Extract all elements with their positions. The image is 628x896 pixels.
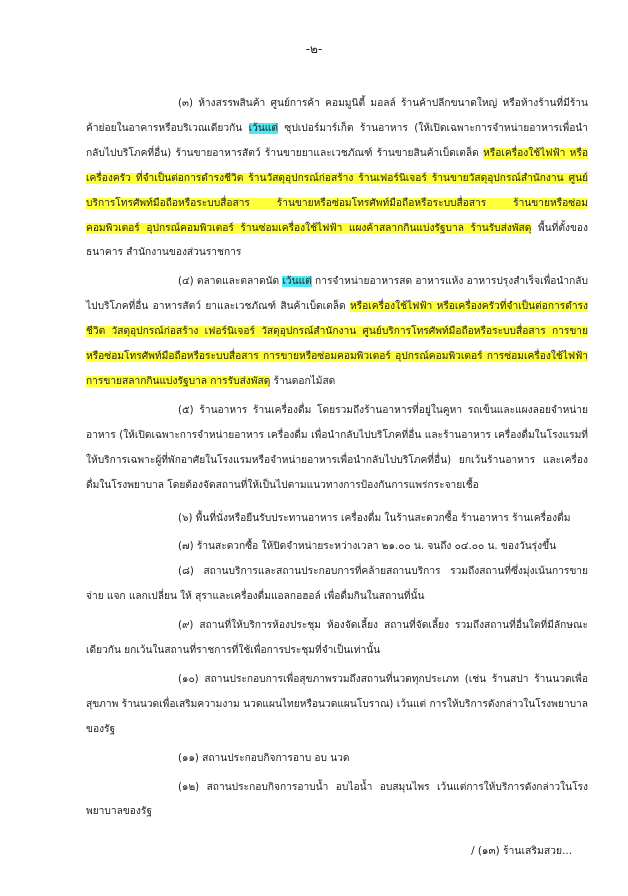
item-4-except-highlight: เว้นแต่ [282,276,312,288]
item-4-text-e: ร้านดอกไม้สด [270,375,336,387]
paragraph-item-6: (๖) พื้นที่นั่งหรือยืนรับประทานอาหาร เครื่องดื่ม ในร้านสะดวกซื้อ ร้านอาหาร ร้านเครื่องดื่ม [178,512,571,524]
paragraph-item-9: (๙) สถานที่ให้บริการห้องประชุม ห้องจัดเลี้ยง สถานที่จัดเลี้ยง รวมถึงสถานที่อื่นใดที่มีลักษณะเดียวกัน ยกเว้นในสถานที่ราชการที่ใช้เพื่อการประชุมที่จำเป็นเท่านั้น [86,620,588,657]
item-3-yellow-highlight: หรือเครื่องใช้ไฟฟ้า หรือเครื่องครัว ที่จำเป็นต่อการดำรงชีวิต ร้านวัสดุอุปกรณ์ก่อสร้าง ร้านเฟอร์นิเจอร์ ร้านขายวัสดุอุปกรณ์สำนักงาน ศูนย์บริการโทรศัพท์มือถือหรือระบบสื่อสาร ร้านขายหรือซ่อมโทรศัพท์มือถือหรือระบบสื่อสาร ร้านขายหรือซ่อมคอมพิวเตอร์ อุปกรณ์คอมพิวเตอร์ ร้านซ่อมเครื่องใช้ไฟฟ้า แผงค้าสลากกินแบ่งรัฐบาล ร้านรับส่งพัสดุ [86,147,588,234]
paragraph-item-4 [86,270,588,395]
paragraph-item-5: (๕) ร้านอาหาร ร้านเครื่องดื่ม โดยรวมถึงร้านอาหารที่อยู่ในคูหา รถเข็นและแผงลอยจำหน่ายอาหาร (ให้เปิดเฉพาะการจำหน่ายอาหาร เครื่องดื่ม เพื่อนำกลับไปบริโภคที่อื่น และร้านอาหาร เครื่องดื่มในโรงแรมที่ให้บริการเฉพาะผู้ที่พักอาศัยในโรงแรมหรือจำหน่ายอาหารเพื่อนำกลับไปบริโภคที่อื่น) ยกเว้นร้านอาหาร และเครื่องดื่มในโรงพยาบาล โดยต้องจัดสถานที่ให้เป็นไปตามแนวทางการป้องกันการแพร่กระจายเชื้อ [86,404,588,491]
item-3-except-highlight: เว้นแต่ [248,122,278,134]
paragraph-item-12: (๑๒) สถานประกอบกิจการอาบน้ำ อบไอน้ำ อบสมุนไพร เว้นแต่การให้บริการดังกล่าวในโรงพยาบาลของรัฐ [86,781,588,818]
item-4-text-a: (๔) ตลาดและตลาดนัด [178,276,283,288]
item-3-text-a: (๓) ห้างสรรพสินค้า ศูนย์การค้า คอมมูนิตี้ มอลล์ ร้านค้าปลีกขนาดใหญ่ หรือห้างร้านที่มีร้านค้าย่อยในอาคารหรือบริเวณเดียวกัน [86,98,588,134]
paragraph-item-11: (๑๑) สถานประกอบกิจการอาบ อบ นวด [178,752,350,764]
paragraph-item-7: (๗) ร้านสะดวกซื้อ ให้ปิดจำหน่ายระหว่างเวลา ๒๑.๐๐ น. จนถึง ๐๔.๐๐ น. ของวันรุ่งขึ้น [178,541,557,553]
paragraph-item-10: (๑๐) สถานประกอบการเพื่อสุขภาพรวมถึงสถานที่นวดทุกประเภท (เช่น ร้านสปา ร้านนวดเพื่อสุขภาพ ร้านนวดเพื่อเสริมความงาม นวดแผนไทยหรือนวดแผนโบราณ) เว้นแต่ การให้บริการดังกล่าวในโรงพยาบาลของรัฐ [86,673,588,735]
item-3-text-c: ซุปเปอร์มาร์เก็ต ร้านอาหาร (ให้เปิดเฉพาะการจำหน่ายอาหารเพื่อนำกลับไปบริโภคที่อื่น) ร้านขายอาหารสัตว์ ร้านขายยาและเวชภัณฑ์ ร้านขายสินค้าเบ็ดเตล็ด [86,122,588,159]
item-3-text-e: พื้นที่ตั้งของธนาคาร สำนักงานของส่วนราชการ [86,222,588,259]
paragraph-item-8: (๘) สถานบริการและสถานประกอบการที่คล้ายสถานบริการ รวมถึงสถานที่ซึ่งมุ่งเน้นการขาย จ่าย แจก แลกเปลี่ยน ให้ สุราและเครื่องดื่มแอลกอฮอล์ เพื่อดื่มกินในสถานที่นั้น [86,566,588,603]
item-4-text-c: การจำหน่ายอาหารสด อาหารแห้ง อาหารปรุงสำเร็จเพื่อนำกลับไปบริโภคที่อื่น อาหารสัตว์ ยาและเวชภัณฑ์ สินค้าเบ็ดเตล็ด [86,276,588,313]
page-number: -๒- [305,42,323,56]
document-body [86,92,588,825]
continuation-footer: / (๑๓) ร้านเสริมสวย... [471,845,572,857]
item-4-yellow-highlight: หรือเครื่องใช้ไฟฟ้า หรือเครื่องครัวที่จำเป็นต่อการดำรงชีวิต วัสดุอุปกรณ์ก่อสร้าง เฟอร์นิเจอร์ วัสดุอุปกรณ์สำนักงาน ศูนย์บริการโทรศัพท์มือถือหรือระบบสื่อสาร การขายหรือซ่อมโทรศัพท์มือถือหรือระบบสื่อสาร การขายหรือซ่อมคอมพิวเตอร์ อุปกรณ์คอมพิวเตอร์ การซ่อมเครื่องใช้ไฟฟ้า การขายสลากกินแบ่งรัฐบาล การรับส่งพัสดุ [86,301,588,387]
paragraph-item-3 [86,92,588,266]
